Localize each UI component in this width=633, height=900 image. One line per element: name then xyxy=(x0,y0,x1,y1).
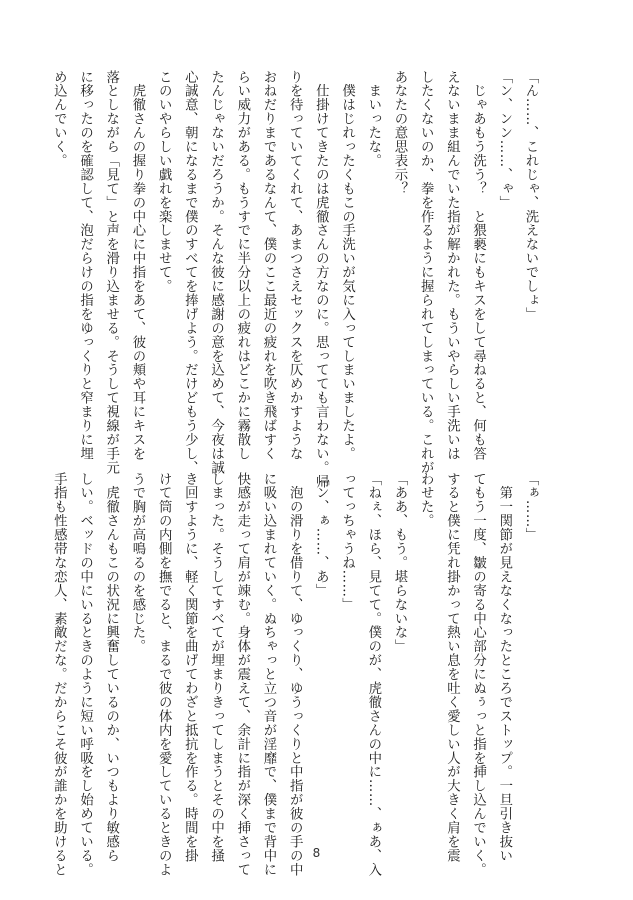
text-line: たんじゃないだろうか。そんな彼に感謝の意を込めて、今夜は誠 xyxy=(208,70,224,475)
text-line: てもう一度、皺の寄る中心部分にぬぅっと指を挿し込んでいく。 xyxy=(470,472,486,877)
text-line: うで胸が高鳴るのを感じた。 xyxy=(129,472,145,654)
text-line: したくないのか、拳を作るように握られてしまっている。これが xyxy=(418,70,434,475)
text-line: 「ああ、もう。堪らないな」 xyxy=(391,472,407,654)
text-line: に移ったのを確認して、泡だらけの指をゆっくりと窄まりに埋 xyxy=(77,70,93,461)
text-line: き回すように、軽く関節を曲げてわざと抵抗を作る。時間を掛 xyxy=(182,472,198,863)
text-line: おねだりまであるなんて、僕のここ最近の疲れを吹き飛ばすく xyxy=(260,70,276,461)
text-line: 虎徹さんの握り拳の中心に中指をあて、彼の頬や耳にキスを xyxy=(129,70,145,461)
text-line: まいったな。 xyxy=(365,70,381,168)
text-line: えないまま組んでいた指が解かれた。もういやらしい手洗いは xyxy=(444,70,460,461)
text-line: じゃあもう洗う？ と猥褻にもキスをして尋ねると、何も答 xyxy=(470,70,486,461)
text-line: すると僕に凭れ掛かって熱い息を吐く愛しい人が大きく肩を震 xyxy=(444,472,460,863)
text-line: め込んでいく。 xyxy=(51,70,67,168)
text-line: りを待っていてくれて、あまつさえセックスを仄めかすような xyxy=(287,70,303,461)
text-line: 落としながら「見て」と声を滑り込ませる。そうして視線が手元 xyxy=(103,70,119,475)
text-line: しい。ベッドの中にいるときのように短い呼吸をし始めている。 xyxy=(77,472,93,877)
lower-text-block xyxy=(45,472,543,877)
text-line: 「ン、ぁ……、あ」 xyxy=(313,472,329,598)
page-number: 8 xyxy=(312,846,321,860)
text-line: 仕掛けてきたのは虎徹さんの方なのに。思ってても言わない。帰 xyxy=(313,70,329,489)
text-line: に吸い込まれていく。ぬちゃっと立つ音が淫靡で、僕まで背中に xyxy=(260,472,276,877)
upper-text-block xyxy=(45,70,543,489)
text-line: 快感が走って肩が竦む。身体が震えて、余計に指が深く挿さって xyxy=(234,472,250,877)
text-line: わせた。 xyxy=(418,472,434,528)
text-line: 「ぁ……」 xyxy=(523,472,538,542)
text-line: 僕はじれったくもこの手洗いが気に入ってしまいましたよ。 xyxy=(339,70,355,461)
text-line: らい威力がある。もうすでに半分以上の疲れはどこかに霧散し xyxy=(234,70,250,461)
text-line: 泡の滑りを借りて、ゆっくり、ゆうっくりと中指が彼の手の中 xyxy=(287,472,303,877)
text-line: ってっちゃうね……」 xyxy=(339,472,355,612)
text-line: 虎徹さんもこの状況に興奮しているのか、いつもより敏感ら xyxy=(103,472,119,863)
text-line: あなたの意思表示？ xyxy=(391,70,407,196)
text-line: 心誠意、朝になるまで僕のすべてを捧げよう。だけどもう少し、 xyxy=(182,70,198,475)
text-line: 第一関節が見えなくなったところでストップ。一旦引き抜い xyxy=(496,472,512,863)
text-line: しまった。そうしてすべてが埋まりきってしまうとその中を掻 xyxy=(208,472,224,863)
text-line: 「ン、ンン……、ゃ」 xyxy=(496,70,512,210)
text-line: 手指も性感帯な恋人、素敵だな。だからこそ彼が誰かを助けると xyxy=(51,472,67,877)
text-line: 「ねぇ、ほら、見てて。僕のが、虎徹さんの中に……、ぁあ、入 xyxy=(365,472,381,877)
text-line: このいやらしい戯れを楽しませて。 xyxy=(156,70,172,294)
text-line: けて筒の内側を撫でると、まるで彼の体内を愛しているときのよ xyxy=(156,472,172,877)
text-line: 「ん……、これじゃ、洗えないでしょ」 xyxy=(523,70,538,322)
